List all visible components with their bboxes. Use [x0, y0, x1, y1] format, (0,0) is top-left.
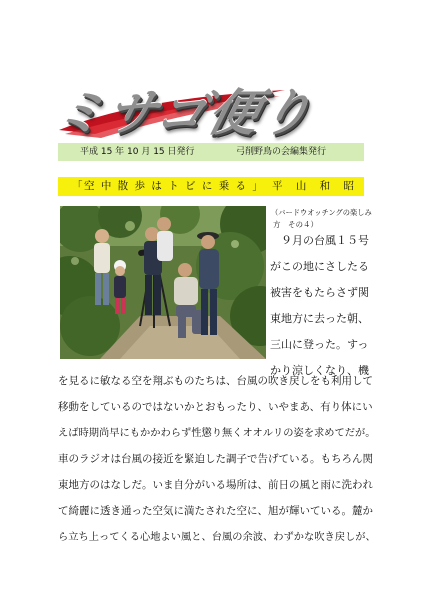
article-title: 「空 中 散 歩 は ト ビ に 乗 る 」	[72, 180, 265, 192]
body-line: かり涼しくなり、機	[270, 364, 369, 377]
body-line: 東地方に去った朝、	[270, 312, 369, 325]
masthead-logo	[47, 72, 355, 150]
series-note-line: 方 その４）	[273, 220, 318, 229]
masthead-title: ミサゴ便り	[47, 84, 321, 142]
body-line: 三山に登った。すっ	[270, 338, 369, 351]
article-author: 平 山 和 昭	[272, 180, 360, 192]
body-line: て綺麗に透き通った空気に満たされた空に、旭が輝いている。麓か	[58, 505, 373, 517]
body-line: ら立ち上ってくる心地よい風と、台風の余波、わずかな吹き戻しが、	[58, 531, 376, 543]
body-line: がこの地にさしたる	[270, 260, 369, 273]
body-text-wide	[58, 368, 378, 550]
issue-date: 平成 15 年 10 月 15 日発行	[80, 147, 195, 157]
article-title-bar	[58, 177, 364, 196]
body-line: ９月の台風１５号	[270, 234, 369, 247]
body-line: えば時期尚早にもかかわらず性懲り無くオオルリの姿を求めてだが。	[58, 427, 376, 439]
body-line: 車のラジオは台風の接近を緊迫した調子で告げている。もちろん関	[58, 453, 373, 465]
body-line: を見るに敏なる空を翔ぶものたちは、台風の吹き戻しをも利用して	[58, 375, 373, 387]
issue-publisher: 弓削野鳥の会編集発行	[236, 147, 327, 157]
body-line: 被害をもたらさず関	[270, 286, 369, 299]
issue-bar	[58, 143, 364, 161]
body-text-narrow	[270, 228, 380, 384]
body-line: 東地方のはなしだ。いま自分がいる場所は、前日の風と雨に洗われ	[58, 479, 373, 491]
series-note-line: （バードウオッチングの楽しみ	[271, 208, 372, 217]
birdwatching-photo	[60, 206, 266, 359]
body-line: 移動をしているのではないかとおもったり、いやまあ、有り体にい	[58, 401, 373, 413]
